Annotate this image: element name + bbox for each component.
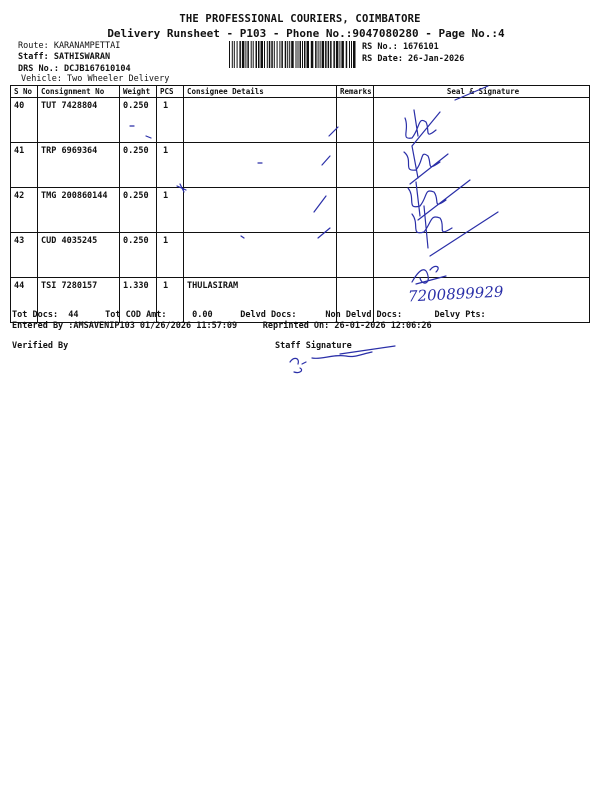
cell-weight: 0.250 bbox=[120, 233, 157, 278]
barcode-bar bbox=[264, 41, 265, 68]
barcode-bar bbox=[336, 41, 339, 68]
barcode-bar bbox=[325, 41, 327, 68]
delvd-docs: Delvd Docs: bbox=[240, 310, 297, 320]
cell-consignment: TUT 7428804 bbox=[38, 98, 120, 143]
cell-seal bbox=[374, 98, 590, 143]
cell-pcs: 1 bbox=[157, 188, 184, 233]
col-header-remarks: Remarks bbox=[337, 86, 374, 98]
cell-remarks bbox=[337, 233, 374, 278]
barcode-bar bbox=[274, 41, 275, 68]
table-row bbox=[11, 98, 590, 143]
barcode-bar bbox=[346, 41, 348, 68]
tot-docs: Tot Docs: 44 bbox=[12, 310, 79, 320]
barcode-bar bbox=[247, 41, 249, 68]
barcode-bar bbox=[256, 41, 258, 68]
barcode-bar bbox=[353, 41, 356, 68]
barcode-bar bbox=[341, 41, 344, 68]
cell-seal bbox=[374, 233, 590, 278]
cell-weight: 0.250 bbox=[120, 98, 157, 143]
cell-remarks bbox=[337, 188, 374, 233]
cell-consignee bbox=[184, 98, 337, 143]
barcode-bar bbox=[304, 41, 306, 68]
table-row bbox=[11, 233, 590, 278]
cell-remarks bbox=[337, 143, 374, 188]
barcode-bar bbox=[333, 41, 335, 68]
cell-pcs: 1 bbox=[157, 143, 184, 188]
cell-consignee bbox=[184, 188, 337, 233]
staff-signature-label: Staff Signature bbox=[275, 341, 352, 351]
barcode-bar bbox=[251, 41, 252, 68]
col-header-sno: S No bbox=[11, 86, 38, 98]
barcode-bar bbox=[311, 41, 314, 68]
cell-consignee bbox=[184, 233, 337, 278]
barcode-bar bbox=[318, 41, 319, 68]
delvy-pts: Delvy Pts: bbox=[434, 310, 486, 320]
barcode-bar bbox=[269, 41, 271, 68]
table-header-row bbox=[11, 86, 590, 98]
cell-pcs: 1 bbox=[157, 278, 184, 323]
company-title: THE PROFESSIONAL COURIERS, COIMBATORE bbox=[179, 13, 421, 25]
table-row bbox=[11, 188, 590, 233]
cell-consignment: TRP 6969364 bbox=[38, 143, 120, 188]
col-header-pcs: PCS bbox=[157, 86, 184, 98]
barcode-bar bbox=[298, 41, 299, 68]
barcode-bar bbox=[279, 41, 280, 68]
non-delvd-docs: Non Delvd Docs: bbox=[325, 310, 403, 320]
barcode-bar bbox=[261, 41, 264, 68]
barcode-bar bbox=[307, 41, 310, 68]
barcode-bar bbox=[287, 41, 288, 68]
cell-pcs: 1 bbox=[157, 98, 184, 143]
barcode-bar bbox=[232, 41, 233, 68]
cell-consignment: TSI 7280157 bbox=[38, 278, 120, 323]
col-header-weight: Weight bbox=[120, 86, 157, 98]
barcode-bar bbox=[315, 41, 317, 68]
totals-line bbox=[12, 310, 486, 320]
handwritten-phone: 7200899929 bbox=[407, 282, 504, 306]
cell-pcs: 1 bbox=[157, 233, 184, 278]
rs-date: RS Date: 26-Jan-2026 bbox=[362, 54, 465, 64]
tot-cod: Tot COD Amt: 0.00 bbox=[105, 310, 213, 320]
barcode-bar bbox=[267, 41, 268, 68]
barcode-bar bbox=[351, 41, 352, 68]
barcode-bar bbox=[330, 41, 332, 68]
barcode-bar bbox=[302, 41, 303, 68]
cell-sno: 43 bbox=[11, 233, 38, 278]
cell-weight: 0.250 bbox=[120, 188, 157, 233]
barcode-bar bbox=[245, 41, 246, 68]
barcode-bar bbox=[328, 41, 330, 68]
barcode-bar bbox=[289, 41, 290, 68]
barcode-bar bbox=[242, 41, 245, 68]
vehicle-label: Vehicle: Two Wheeler Delivery bbox=[21, 74, 170, 84]
barcode-bar bbox=[285, 41, 287, 68]
cell-consignment: TMG 200860144 bbox=[38, 188, 120, 233]
cell-consignee bbox=[184, 143, 337, 188]
barcode-bar bbox=[277, 41, 278, 68]
cell-remarks bbox=[337, 98, 374, 143]
staff-signature-scribble bbox=[290, 352, 372, 373]
barcode-bar bbox=[253, 41, 254, 68]
entered-by-line: Entered By :AMSAVENIP103 01/26/2026 11:57:09 Reprinted On: 26-01-2026 12:06:26 bbox=[12, 321, 432, 331]
barcode-bar bbox=[229, 41, 230, 68]
col-header-consignment: Consignment No bbox=[38, 86, 120, 98]
cell-sno: 42 bbox=[11, 188, 38, 233]
barcode-bar bbox=[281, 41, 283, 68]
rs-number: RS No.: 1676101 bbox=[362, 42, 439, 52]
barcode-bar bbox=[239, 41, 241, 68]
cell-consignee: THULASIRAM bbox=[184, 278, 337, 323]
runsheet-subtitle: Delivery Runsheet - P103 - Phone No.:9047080280 - Page No.:4 bbox=[107, 27, 505, 40]
cell-consignment: CUD 4035245 bbox=[38, 233, 120, 278]
col-header-consignee: Consignee Details bbox=[184, 86, 337, 98]
barcode-bar bbox=[291, 41, 294, 68]
barcode-bar bbox=[296, 41, 297, 68]
route-label: Route: KARANAMPETTAI bbox=[18, 41, 121, 51]
barcode-bar bbox=[271, 41, 273, 68]
drs-label: DRS No.: DCJB167610104 bbox=[18, 64, 131, 74]
cell-seal bbox=[374, 188, 590, 233]
staff-label: Staff: SATHISWARAN bbox=[18, 52, 111, 62]
verified-by-label: Verified By bbox=[12, 341, 69, 351]
barcode-bar bbox=[349, 41, 350, 68]
cell-sno: 40 bbox=[11, 98, 38, 143]
cell-weight: 1.330 bbox=[120, 278, 157, 323]
barcode-bar bbox=[300, 41, 302, 68]
cell-sno: 41 bbox=[11, 143, 38, 188]
table-row bbox=[11, 143, 590, 188]
barcode-image bbox=[229, 41, 357, 68]
barcode-bar bbox=[322, 41, 325, 68]
barcode-bar bbox=[320, 41, 321, 68]
barcode-bar bbox=[234, 41, 235, 68]
cell-weight: 0.250 bbox=[120, 143, 157, 188]
barcode-bar bbox=[237, 41, 238, 68]
barcode-bar bbox=[339, 41, 340, 68]
cell-seal bbox=[374, 143, 590, 188]
barcode-bar bbox=[258, 41, 260, 68]
col-header-seal: Seal & Signature bbox=[374, 86, 590, 98]
cell-sno: 44 bbox=[11, 278, 38, 323]
